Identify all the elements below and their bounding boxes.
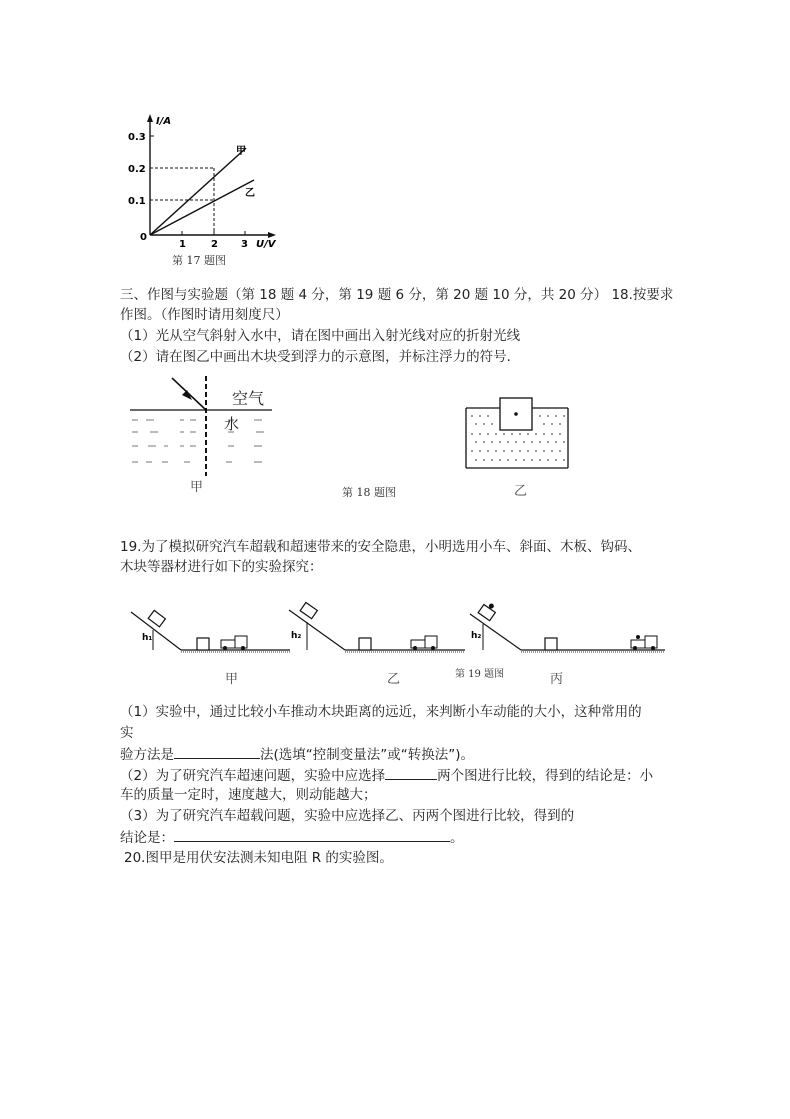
panel-jia <box>131 610 290 652</box>
block-center-dot <box>514 412 518 416</box>
fig19-label-yi: 乙 <box>387 672 401 687</box>
q19-p2-prefix: （2）为了研究汽车超速问题，实验中应选择 <box>120 768 386 784</box>
q19-part1-line2: 实 <box>120 725 134 741</box>
q19-part3-line1: （3）为了研究汽车超载问题，实验中应选择乙、丙两个图进行比较，得到的 <box>120 808 575 824</box>
y-tick-0.2: 0.2 <box>128 164 146 175</box>
q19-part2-line1 <box>120 765 653 786</box>
q18-part1: （1）光从空气斜射入水中，请在图中画出入射光线对应的折射光线 <box>120 328 521 344</box>
y-tick-0.1: 0.1 <box>128 196 146 207</box>
h2-label-bing: h₂ <box>471 631 482 641</box>
fig19-caption: 第 19 题图 <box>455 669 505 680</box>
water-pattern <box>132 420 264 462</box>
q19-p1-answer-blank[interactable] <box>174 744 260 759</box>
water-label: 水 <box>224 415 240 433</box>
q19-intro-line2: 木块等器材进行如下的实验探究： <box>120 559 323 575</box>
section3-header-line1: 三、作图与实验题（第 18 题 4 分，第 19 题 6 分，第 20 题 10 分，共 20 分） 18.按要求 <box>120 287 674 303</box>
wood-block <box>359 638 371 650</box>
panel-yi <box>289 602 465 652</box>
fig18-caption: 第 18 题图 <box>342 486 396 499</box>
q19-p2-answer-blank[interactable] <box>385 765 437 780</box>
q19-p3-answer-blank[interactable] <box>174 827 450 842</box>
q19-part3-line2 <box>120 827 464 848</box>
y-axis-label: I/A <box>156 116 172 127</box>
q20-text: 20.图甲是用伏安法测未知电阻 R 的实验图。 <box>124 850 393 866</box>
section3-header-line2: 作图。（作图时请用刻度尺） <box>120 307 289 323</box>
q19-p3-suffix: 。 <box>450 830 464 846</box>
q19-p2-suffix: 两个图进行比较，得到的结论是：小 <box>437 768 654 784</box>
q19-intro-line1: 19.为了模拟研究汽车超载和超速带来的安全隐患，小明选用小车、斜面、木板、钩码、 <box>120 539 641 555</box>
q19-p3-prefix: 结论是： <box>120 830 174 846</box>
wood-block <box>197 638 209 650</box>
x-tick-1: 1 <box>179 239 186 250</box>
x-axis-arrow <box>268 232 276 238</box>
h1-label: h₁ <box>142 633 153 643</box>
x-tick-3: 3 <box>241 239 248 250</box>
fig19-label-jia: 甲 <box>225 672 239 687</box>
cart-icon <box>411 640 425 648</box>
fig19-diagram <box>125 600 670 662</box>
fig17-graph <box>120 110 290 270</box>
q19-p1-prefix: 验方法是 <box>120 747 174 763</box>
x-axis-label: U/V <box>256 239 276 250</box>
air-label: 空气 <box>232 389 265 408</box>
y-axis-arrow <box>147 114 153 122</box>
h2-label-yi: h₂ <box>291 631 302 641</box>
origin-label: 0 <box>140 232 147 243</box>
line-yi-label: 乙 <box>245 188 255 199</box>
q19-part1-line3 <box>120 744 474 765</box>
q19-p1-suffix: 法(选填“控制变量法”或“转换法”)。 <box>260 747 475 763</box>
fig18-yi-label: 乙 <box>514 484 528 499</box>
line-jia-label: 甲 <box>236 146 246 157</box>
panel-bing <box>470 600 665 652</box>
y-tick-0.3: 0.3 <box>128 132 146 143</box>
q18-part2: （2）请在图乙中画出木块受到浮力的示意图，并标注浮力的符号． <box>120 349 521 365</box>
cart-icon <box>631 640 645 648</box>
fig18-jia-label: 甲 <box>190 480 204 495</box>
q19-part1-line1: （1）实验中，通过比较小车推动木块距离的远近，来判断小车动能的大小，这种常用的 <box>120 704 642 720</box>
cart-icon <box>221 640 235 648</box>
fig18-yi-diagram <box>462 394 572 470</box>
x-tick-2: 2 <box>211 239 218 250</box>
q19-part2-line2: 车的质量一定时，速度越大，则动能越大； <box>120 787 377 803</box>
wood-block <box>545 638 557 650</box>
fig19-label-bing: 丙 <box>550 672 564 687</box>
fig17-caption: 第 17 题图 <box>172 254 226 267</box>
